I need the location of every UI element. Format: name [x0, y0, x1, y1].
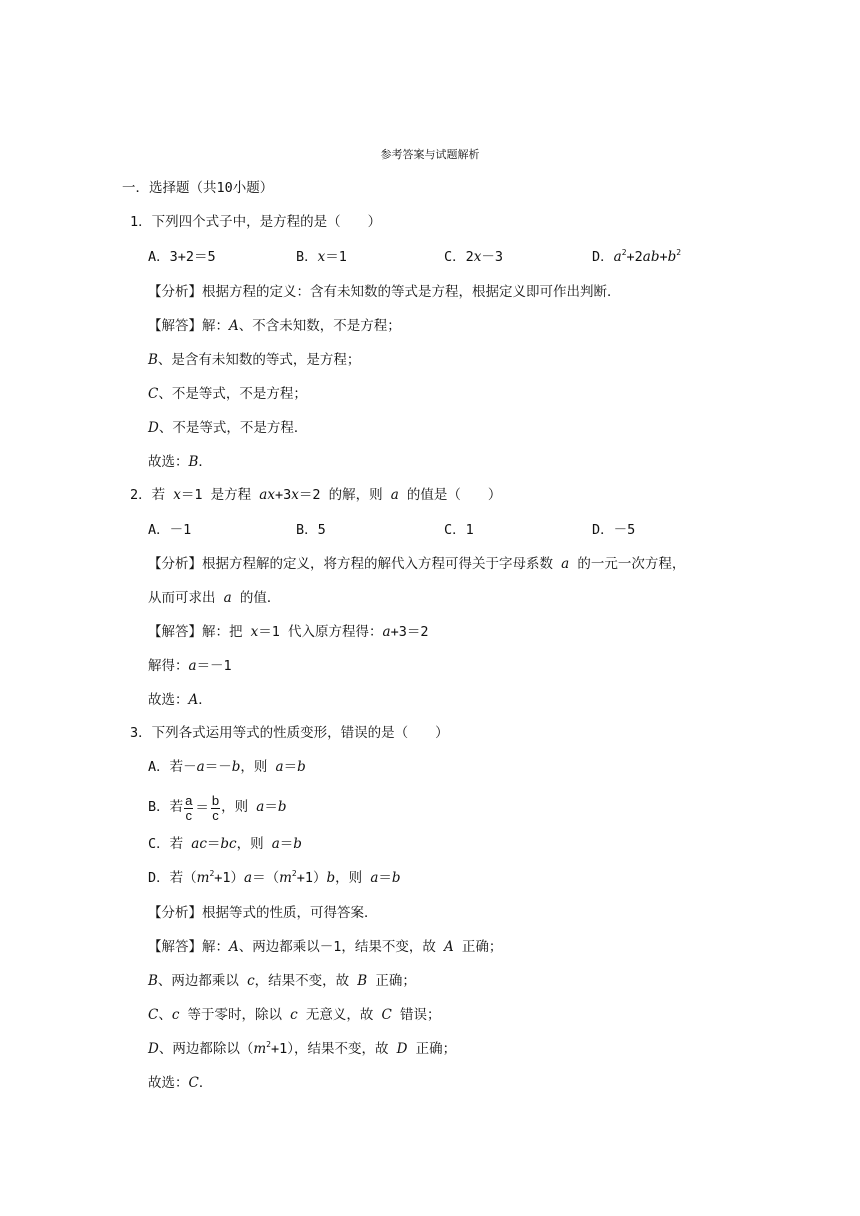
- q1-answer: 故选：B．: [148, 454, 212, 470]
- q3-option-d: D．若$(m^2+1)a=(m^2+1)b$，则 a＝b: [148, 869, 401, 886]
- q3-answer: 故选：C．: [148, 1075, 213, 1091]
- q1-option-a: A．3+2＝5: [148, 249, 216, 265]
- fraction: $\frac{a}{c}$: [185, 793, 193, 823]
- q3-option-a: A．若－a＝－b，则 a＝b: [148, 759, 306, 775]
- q1-stem: 1．下列四个式子中，是方程的是（ ）: [130, 214, 382, 230]
- q3-solution-line: 【解答】解：A、两边都乘以－1，结果不变，故 A 正确；: [148, 939, 503, 955]
- q2-solution-result: 解得：a＝－1: [148, 658, 232, 674]
- q1-analysis: 【分析】根据方程的定义：含有未知数的等式是方程，根据定义即可作出判断．: [148, 284, 621, 300]
- section-heading: 一．选择题（共10小题）: [122, 180, 274, 196]
- q2-solution-line: 【解答】解：把 x＝1 代入原方程得：a+3＝2: [148, 624, 429, 640]
- q3-solution-line: B、两边都乘以 c，结果不变，故 B 正确；: [148, 973, 416, 989]
- q3-stem: 3．下列各式运用等式的性质变形，错误的是（ ）: [130, 725, 449, 741]
- q3-solution-line: D、两边都除以$(m^2+1)$，结果不变，故 D 正确；: [148, 1040, 457, 1057]
- q2-answer: 故选：A．: [148, 692, 212, 708]
- q2-stem: 2．若 x＝1 是方程 ax+3x＝2 的解，则 a 的值是（ ）: [130, 487, 502, 503]
- q3-solution-line: C、c 等于零时，除以 c 无意义，故 C 错误；: [148, 1007, 441, 1023]
- q2-analysis-cont: 从而可求出 a 的值．: [148, 590, 281, 606]
- q3-option-b: B．若 $\frac{a}{c}$ ＝ $\frac{b}{c}$ ，则 a＝b: [148, 793, 287, 823]
- fraction: $\frac{b}{c}$: [211, 793, 220, 823]
- q2-option-b: B．5: [296, 522, 326, 538]
- page-title: 参考答案与试题解析: [380, 148, 480, 161]
- q1-option-c: C．2x－3: [444, 249, 504, 265]
- q3-option-c: C．若 ac＝bc，则 a＝b: [148, 836, 302, 852]
- q2-analysis: 【分析】根据方程解的定义，将方程的解代入方程可得关于字母系数 a 的一元一次方程，: [148, 556, 686, 572]
- q2-option-c: C．1: [444, 522, 474, 538]
- q1-solution-line: C、不是等式，不是方程；: [148, 386, 307, 402]
- q2-option-a: A．－1: [148, 522, 192, 538]
- q1-option-b: B．x＝1: [296, 249, 347, 265]
- q1-solution-line: D、不是等式，不是方程．: [148, 420, 308, 436]
- q1-solution-line: B、是含有未知数的等式，是方程；: [148, 352, 361, 368]
- q2-option-d: D．－5: [592, 522, 636, 538]
- q1-option-d: D．$a^2+2ab+b^2$: [592, 248, 682, 265]
- q3-analysis: 【分析】根据等式的性质，可得答案．: [148, 905, 378, 921]
- q1-solution-line: 【解答】解：A、不含未知数，不是方程；: [148, 318, 401, 334]
